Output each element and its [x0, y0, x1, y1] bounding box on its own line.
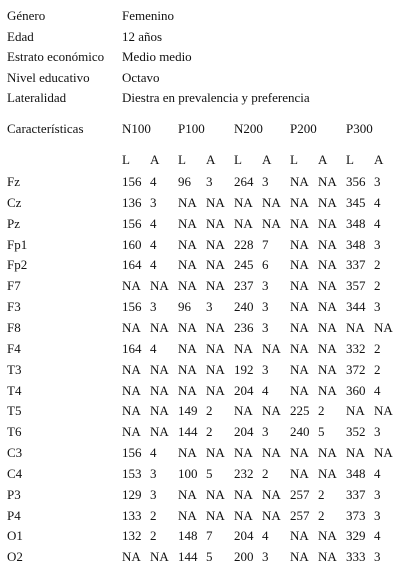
table-cell: 345 [346, 194, 366, 210]
table-cell: 2 [374, 340, 381, 356]
table-cell: 4 [374, 215, 381, 231]
table-cell: 4 [150, 215, 157, 231]
table-cell: NA [122, 424, 141, 440]
table-cell: 3 [150, 465, 157, 481]
table-cell: NA [290, 215, 309, 231]
table-cell: NA [234, 340, 253, 356]
electrode-label: C4 [7, 465, 23, 481]
subheader-cell: L [346, 152, 354, 167]
table-cell: 2 [150, 528, 157, 544]
table-cell: 2 [206, 403, 213, 419]
electrode-label: F4 [7, 340, 21, 356]
info-value: Diestra en prevalencia y preferencia [122, 90, 310, 105]
table-cell: 5 [206, 549, 213, 565]
table-cell: 2 [318, 486, 325, 502]
table-cell: NA [206, 486, 225, 502]
table-cell: NA [290, 174, 309, 189]
table-cell: NA [234, 445, 253, 461]
info-value: Octavo [122, 69, 160, 85]
table-cell: 337 [346, 257, 366, 273]
table-cell: 160 [122, 236, 142, 252]
table-cell: NA [290, 257, 309, 273]
table-cell: 4 [374, 465, 381, 481]
info-label: Nivel educativo [7, 69, 90, 85]
table-cell: 2 [374, 361, 381, 377]
table-cell: 2 [374, 278, 381, 294]
table-cell: 144 [178, 549, 198, 565]
subheader-cell: A [150, 152, 160, 167]
table-cell: NA [290, 549, 309, 565]
table-cell: 3 [150, 299, 157, 315]
table-cell: NA [234, 215, 253, 231]
table-cell: NA [150, 319, 169, 335]
info-label: Edad [7, 28, 34, 44]
table-cell: NA [234, 507, 253, 523]
table-cell: 4 [150, 445, 157, 461]
table-cell: NA [206, 194, 225, 210]
table-cell: 149 [178, 403, 198, 419]
table-cell: NA [122, 403, 141, 419]
table-cell: 153 [122, 465, 142, 481]
table-cell: 332 [346, 340, 366, 356]
table-cell: 333 [346, 549, 366, 565]
subheader-cell: A [318, 152, 328, 167]
table-cell: 6 [262, 257, 269, 273]
table-cell: 164 [122, 257, 142, 273]
table-cell: NA [178, 278, 197, 294]
table-cell: NA [290, 361, 309, 377]
table-cell: 4 [374, 528, 381, 544]
table-cell: 232 [234, 465, 254, 481]
table-cell: NA [178, 257, 197, 273]
info-value: Femenino [122, 8, 174, 23]
table-cell: NA [262, 194, 281, 210]
table-cell: NA [178, 445, 197, 461]
table-cell: NA [262, 445, 281, 461]
table-cell: NA [150, 278, 169, 294]
table-cell: 3 [206, 174, 213, 189]
info-value: Medio medio [122, 49, 192, 64]
table-cell: 236 [234, 319, 254, 335]
table-cell: NA [318, 382, 337, 398]
table-cell: 7 [262, 236, 269, 252]
table-cell: NA [234, 194, 253, 210]
table-cell: 3 [262, 299, 269, 315]
table-cell: 373 [346, 507, 366, 523]
table-cell: 136 [122, 194, 142, 210]
table-cell: NA [290, 194, 309, 210]
table-cell: 3 [150, 486, 157, 502]
table-cell: 4 [262, 528, 269, 544]
table-cell: NA [318, 319, 337, 335]
subheader-cell: L [122, 152, 130, 167]
table-cell: 4 [374, 194, 381, 210]
electrode-label: Fp2 [7, 257, 28, 273]
column-header-component: N200 [234, 121, 263, 136]
table-cell: NA [290, 299, 309, 315]
table-cell: 204 [234, 528, 254, 544]
table-cell: 148 [178, 528, 198, 544]
table-cell: NA [178, 486, 197, 502]
info-label: Estrato económico [7, 49, 105, 64]
electrode-label: T6 [7, 424, 22, 440]
table-cell: 133 [122, 507, 142, 523]
table-cell: NA [178, 236, 197, 252]
table-cell: NA [346, 403, 365, 419]
table-cell: NA [122, 549, 141, 565]
table-cell: NA [318, 340, 337, 356]
table-cell: NA [178, 507, 197, 523]
table-cell: 4 [150, 174, 157, 189]
table-cell: NA [318, 236, 337, 252]
electrode-label: O1 [7, 528, 23, 544]
electrode-label: T5 [7, 403, 22, 419]
table-cell: 240 [290, 424, 310, 440]
table-cell: NA [206, 340, 225, 356]
table-cell: 228 [234, 236, 254, 252]
table-cell: NA [206, 257, 225, 273]
electrode-label: F8 [7, 319, 21, 335]
table-cell: 3 [374, 549, 381, 565]
table-cell: NA [150, 361, 169, 377]
electrode-label: Cz [7, 194, 22, 210]
table-cell: 3 [262, 174, 269, 189]
table-cell: NA [262, 403, 281, 419]
table-cell: NA [346, 319, 365, 335]
subheader-cell: L [234, 152, 242, 167]
table-cell: 5 [206, 465, 213, 481]
column-header-component: P200 [290, 121, 317, 136]
electrode-label: F3 [7, 299, 21, 315]
table-cell: 3 [262, 424, 269, 440]
table-cell: 2 [374, 257, 381, 273]
table-cell: NA [206, 278, 225, 294]
table-cell: 348 [346, 215, 366, 231]
table-cell: 257 [290, 486, 310, 502]
table-cell: 372 [346, 361, 366, 377]
table-cell: NA [290, 465, 309, 481]
table-cell: 200 [234, 549, 254, 565]
electrode-label: T3 [7, 361, 22, 377]
table-cell: 3 [262, 319, 269, 335]
table-cell: NA [234, 403, 253, 419]
table-cell: NA [150, 549, 169, 565]
table-cell: 156 [122, 174, 142, 189]
table-cell: NA [318, 549, 337, 565]
table-cell: NA [122, 278, 141, 294]
table-cell: NA [346, 445, 365, 461]
info-label: Lateralidad [7, 90, 67, 105]
table-cell: NA [318, 528, 337, 544]
table-cell: 357 [346, 278, 366, 294]
table-cell: NA [178, 340, 197, 356]
table-cell: NA [290, 340, 309, 356]
table-cell: NA [206, 236, 225, 252]
table-cell: NA [206, 445, 225, 461]
table-cell: 7 [206, 528, 213, 544]
table-cell: 2 [318, 507, 325, 523]
info-value: 12 años [122, 28, 163, 44]
table-cell: 3 [374, 174, 381, 189]
table-cell: 360 [346, 382, 366, 398]
table-cell: 129 [122, 486, 142, 502]
table-cell: NA [318, 257, 337, 273]
table-cell: 3 [374, 236, 381, 252]
column-header-component: P100 [178, 121, 205, 136]
table-cell: 356 [346, 174, 366, 189]
table-cell: NA [262, 215, 281, 231]
table-cell: NA [234, 486, 253, 502]
table-cell: NA [318, 465, 337, 481]
table-cell: NA [150, 403, 169, 419]
table-cell: NA [206, 382, 225, 398]
table-cell: NA [122, 319, 141, 335]
table-cell: NA [206, 361, 225, 377]
table-cell: 3 [262, 278, 269, 294]
electrode-label: O2 [7, 549, 23, 565]
table-cell: NA [262, 507, 281, 523]
table-cell: NA [318, 361, 337, 377]
table-cell: 2 [318, 403, 325, 419]
table-cell: NA [206, 319, 225, 335]
table-cell: NA [206, 215, 225, 231]
table-cell: 237 [234, 278, 254, 294]
info-label: Género [7, 8, 46, 23]
table-cell: NA [262, 340, 281, 356]
table-cell: 204 [234, 424, 254, 440]
table-cell: 3 [374, 424, 381, 440]
table-cell: NA [122, 361, 141, 377]
table-cell: 144 [178, 424, 198, 440]
table-cell: NA [374, 319, 393, 335]
table-cell: NA [374, 403, 393, 419]
table-cell: 348 [346, 465, 366, 481]
table-cell: NA [290, 382, 309, 398]
table-cell: NA [318, 278, 337, 294]
table-cell: 329 [346, 528, 366, 544]
table-cell: 225 [290, 403, 310, 419]
table-cell: NA [318, 215, 337, 231]
electrode-label: P3 [7, 486, 21, 502]
table-cell: 344 [346, 299, 366, 315]
table-cell: NA [150, 382, 169, 398]
table-cell: NA [290, 319, 309, 335]
table-cell: 3 [206, 299, 213, 315]
table-cell: 132 [122, 528, 142, 544]
table-cell: 337 [346, 486, 366, 502]
table-cell: NA [290, 278, 309, 294]
table-cell: 156 [122, 299, 142, 315]
table-cell: 3 [374, 507, 381, 523]
electrode-label: T4 [7, 382, 22, 398]
electrode-label: Fp1 [7, 236, 28, 252]
table-cell: NA [290, 236, 309, 252]
table-cell: 4 [262, 382, 269, 398]
table-cell: NA [206, 507, 225, 523]
table-cell: 156 [122, 445, 142, 461]
table-cell: NA [178, 382, 197, 398]
table-cell: 4 [150, 236, 157, 252]
table-cell: 264 [234, 174, 254, 189]
table-cell: 4 [150, 257, 157, 273]
table-cell: 245 [234, 257, 254, 273]
table-cell: 3 [150, 194, 157, 210]
subheader-cell: A [374, 152, 384, 167]
table-cell: NA [178, 361, 197, 377]
subheader-cell: L [290, 152, 298, 167]
table-cell: NA [178, 215, 197, 231]
table-cell: 96 [178, 299, 191, 315]
table-cell: 164 [122, 340, 142, 356]
table-cell: 2 [150, 507, 157, 523]
table-cell: 2 [262, 465, 269, 481]
subheader-cell: A [206, 152, 216, 167]
table-cell: 257 [290, 507, 310, 523]
table-cell: NA [262, 486, 281, 502]
table-cell: 96 [178, 174, 191, 189]
electrode-label: P4 [7, 507, 21, 523]
table-cell: 240 [234, 299, 254, 315]
table-cell: 100 [178, 465, 198, 481]
table-cell: 4 [150, 340, 157, 356]
table-cell: 3 [262, 549, 269, 565]
table-cell: 204 [234, 382, 254, 398]
table-cell: 352 [346, 424, 366, 440]
table-cell: 4 [374, 382, 381, 398]
table-cell: NA [150, 424, 169, 440]
electrode-label: C3 [7, 445, 23, 461]
table-cell: 3 [374, 486, 381, 502]
column-header-component: P300 [346, 121, 373, 136]
subheader-cell: A [262, 152, 272, 167]
table-cell: NA [290, 445, 309, 461]
table-cell: NA [290, 528, 309, 544]
table-cell: NA [318, 174, 337, 189]
electrode-label: F7 [7, 278, 21, 294]
table-cell: 3 [374, 299, 381, 315]
table-cell: 156 [122, 215, 142, 231]
table-cell: NA [122, 382, 141, 398]
column-header-component: N100 [122, 121, 151, 136]
table-cell: NA [318, 194, 337, 210]
table-cell: NA [318, 445, 337, 461]
table-cell: 5 [318, 424, 325, 440]
table-cell: NA [178, 319, 197, 335]
table-cell: NA [178, 194, 197, 210]
table-cell: 348 [346, 236, 366, 252]
table-cell: NA [318, 299, 337, 315]
table-cell: 2 [206, 424, 213, 440]
column-header-characteristics: Características [7, 121, 84, 136]
table-cell: 3 [262, 361, 269, 377]
subheader-cell: L [178, 152, 186, 167]
electrode-label: Pz [7, 215, 20, 231]
electrode-label: Fz [7, 174, 20, 189]
table-cell: NA [374, 445, 393, 461]
table-cell: 192 [234, 361, 254, 377]
